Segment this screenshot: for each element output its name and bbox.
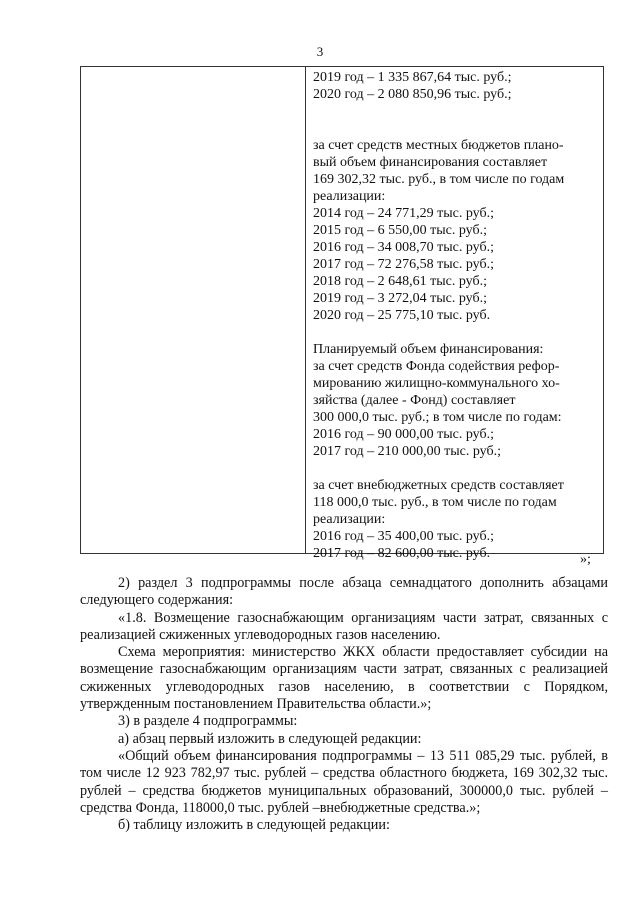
financing-table	[80, 66, 604, 561]
cell-line: 169 302,32 тыс. руб., в том числе по годам	[313, 172, 565, 187]
cell-line: реализации:	[313, 189, 386, 204]
paragraph: «1.8. Возмещение газоснабжающим организациям части затрат, связанных с реализацией сжиженных углеводородных газов населению.	[80, 609, 608, 643]
cell-line: мированию жилищно-коммунального хо-	[313, 376, 560, 391]
paragraph: 3) в разделе 4 подпрограммы:	[118, 713, 298, 730]
cell-line: Планируемый объем финансирования:	[313, 342, 544, 357]
paragraph: а) абзац первый изложить в следующей редакции:	[118, 730, 422, 747]
paragraph: Схема мероприятия: министерство ЖКХ области предоставляет субсидии на возмещение газоснабжающим организациям части затрат, связанных с реализацией сжиженных углеводородных газов населению, в соответствии с Порядком, утвержденным постановлением Правительства области.»;	[80, 644, 608, 713]
paragraph: 2) раздел 3 подпрограммы после абзаца семнадцатого дополнить абзацами следующего содержания:	[80, 575, 608, 609]
paragraph: б) таблицу изложить в следующей редакции:	[118, 817, 390, 834]
cell-line: 2016 год – 90 000,00 тыс. руб.;	[313, 427, 494, 442]
table-column-divider	[305, 67, 306, 553]
cell-line: за счет внебюджетных средств составляет	[313, 478, 564, 493]
cell-line: 2016 год – 34 008,70 тыс. руб.;	[313, 240, 494, 255]
document-body	[80, 575, 608, 834]
cell-line: 2019 год – 3 272,04 тыс. руб.;	[313, 291, 487, 306]
table-right-cell	[313, 69, 599, 562]
cell-line: 2017 год – 72 276,58 тыс. руб.;	[313, 257, 494, 272]
cell-line: 2020 год – 25 775,10 тыс. руб.	[313, 308, 491, 323]
cell-line: за счет средств Фонда содействия рефор-	[313, 359, 560, 374]
cell-line: за счет средств местных бюджетов плано-	[313, 138, 564, 153]
cell-line: 2020 год – 2 080 850,96 тыс. руб.;	[313, 87, 512, 102]
cell-line: 2017 год – 210 000,00 тыс. руб.;	[313, 444, 501, 459]
cell-line: 2019 год – 1 335 867,64 тыс. руб.;	[313, 70, 512, 85]
cell-line: зяйства (далее - Фонд) составляет	[313, 393, 516, 408]
cell-line: 2018 год – 2 648,61 тыс. руб.;	[313, 274, 487, 289]
cell-line: 2017 год – 82 600,00 тыс. руб.	[313, 546, 491, 561]
cell-line: реализации:	[313, 512, 386, 527]
cell-line: 118 000,0 тыс. руб., в том числе по годам	[313, 495, 557, 510]
paragraph: «Общий объем финансирования подпрограммы – 13 511 085,29 тыс. рублей, в том числе 12 923 782,97 тыс. рублей – средства областного бюджета, 169 302,32 тыс. рублей – средства бюджетов муниципальных образований, 300000,0 тыс. рублей – средства Фонда, 118000,0 тыс. рублей –внебюджетные средства.»;	[80, 747, 608, 816]
cell-line: 300 000,0 тыс. руб.; в том числе по годам:	[313, 410, 562, 425]
cell-line: 2014 год – 24 771,29 тыс. руб.;	[313, 206, 494, 221]
cell-line: 2015 год – 6 550,00 тыс. руб.;	[313, 223, 487, 238]
page-number: 3	[316, 44, 324, 59]
closing-quote: »;	[580, 552, 591, 567]
cell-line: 2016 год – 35 400,00 тыс. руб.;	[313, 529, 494, 544]
cell-line: вый объем финансирования составляет	[313, 155, 548, 170]
